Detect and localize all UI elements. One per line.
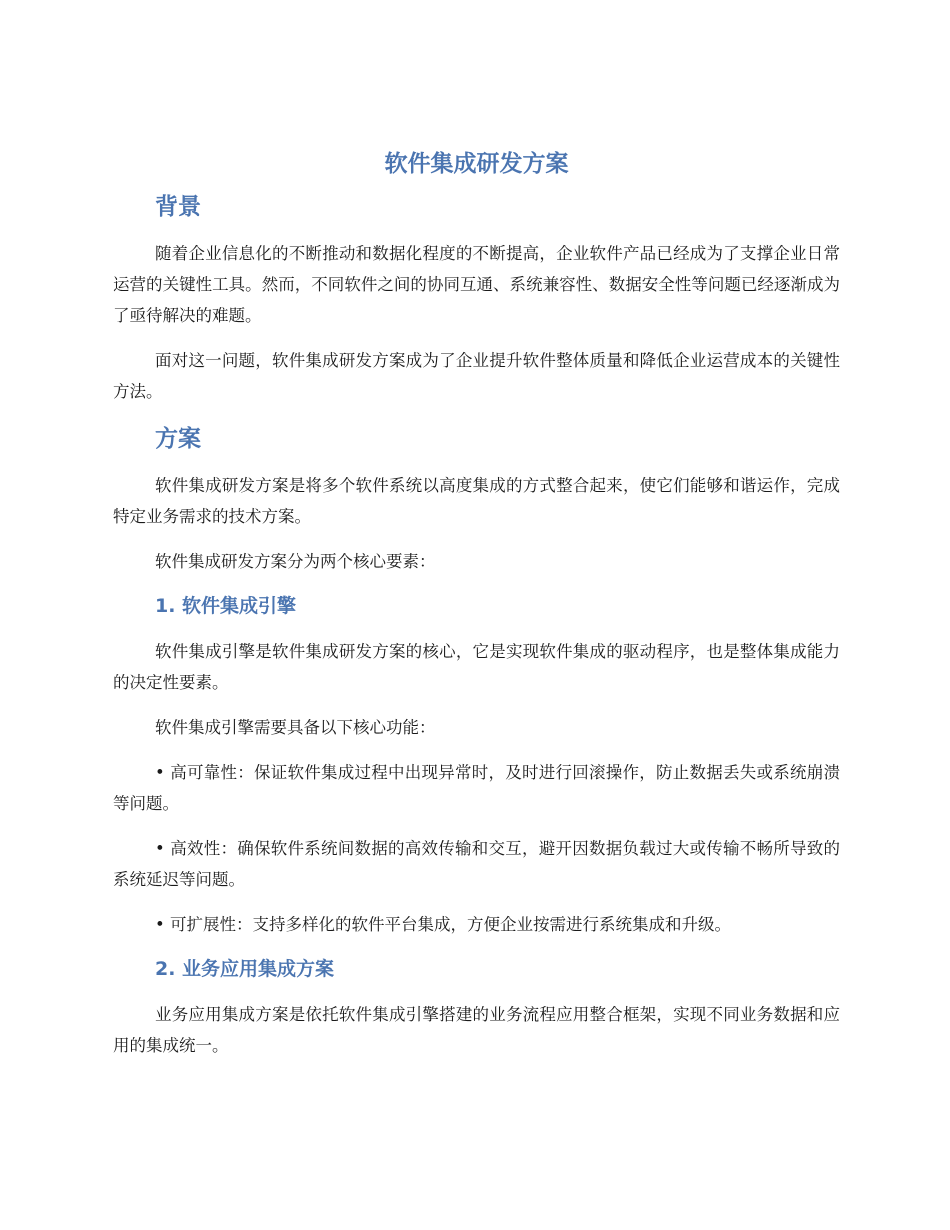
background-paragraph-2: 面对这一问题，软件集成研发方案成为了企业提升软件整体质量和降低企业运营成本的关键性方法。: [113, 351, 840, 401]
document-content: [113, 146, 840, 1061]
subheading-business-integration: 2. 业务应用集成方案: [155, 958, 335, 980]
solution-paragraph-1: 软件集成研发方案是将多个软件系统以高度集成的方式整合起来，使它们能够和谐运作，完成特定业务需求的技术方案。: [113, 476, 840, 526]
feature-item-efficiency: • 高效性：确保软件系统间数据的高效传输和交互，避开因数据负载过大或传输不畅所导致的系统延迟等问题。: [113, 839, 840, 889]
engine-paragraph-1: 软件集成引擎是软件集成研发方案的核心，它是实现软件集成的驱动程序，也是整体集成能力的决定性要素。: [113, 642, 840, 692]
feature-item-scalability: • 可扩展性：支持多样化的软件平台集成，方便企业按需进行系统集成和升级。: [155, 915, 731, 934]
background-paragraph-1: 随着企业信息化的不断推动和数据化程度的不断提高，企业软件产品已经成为了支撑企业日常运营的关键性工具。然而，不同软件之间的协同互通、系统兼容性、数据安全性等问题已经逐渐成为了亟待解决的难题。: [113, 244, 840, 325]
solution-paragraph-2: 软件集成研发方案分为两个核心要素：: [155, 552, 436, 571]
section-heading-background: 背景: [155, 194, 201, 220]
engine-paragraph-2: 软件集成引擎需要具备以下核心功能：: [155, 718, 436, 737]
feature-item-reliability: • 高可靠性：保证软件集成过程中出现异常时，及时进行回滚操作，防止数据丢失或系统崩溃等问题。: [113, 763, 840, 813]
document-title: 软件集成研发方案: [384, 151, 569, 177]
subheading-integration-engine: 1. 软件集成引擎: [155, 595, 297, 617]
business-paragraph-1: 业务应用集成方案是依托软件集成引擎搭建的业务流程应用整合框架，实现不同业务数据和应用的集成统一。: [113, 1005, 840, 1055]
section-heading-solution: 方案: [155, 426, 201, 452]
